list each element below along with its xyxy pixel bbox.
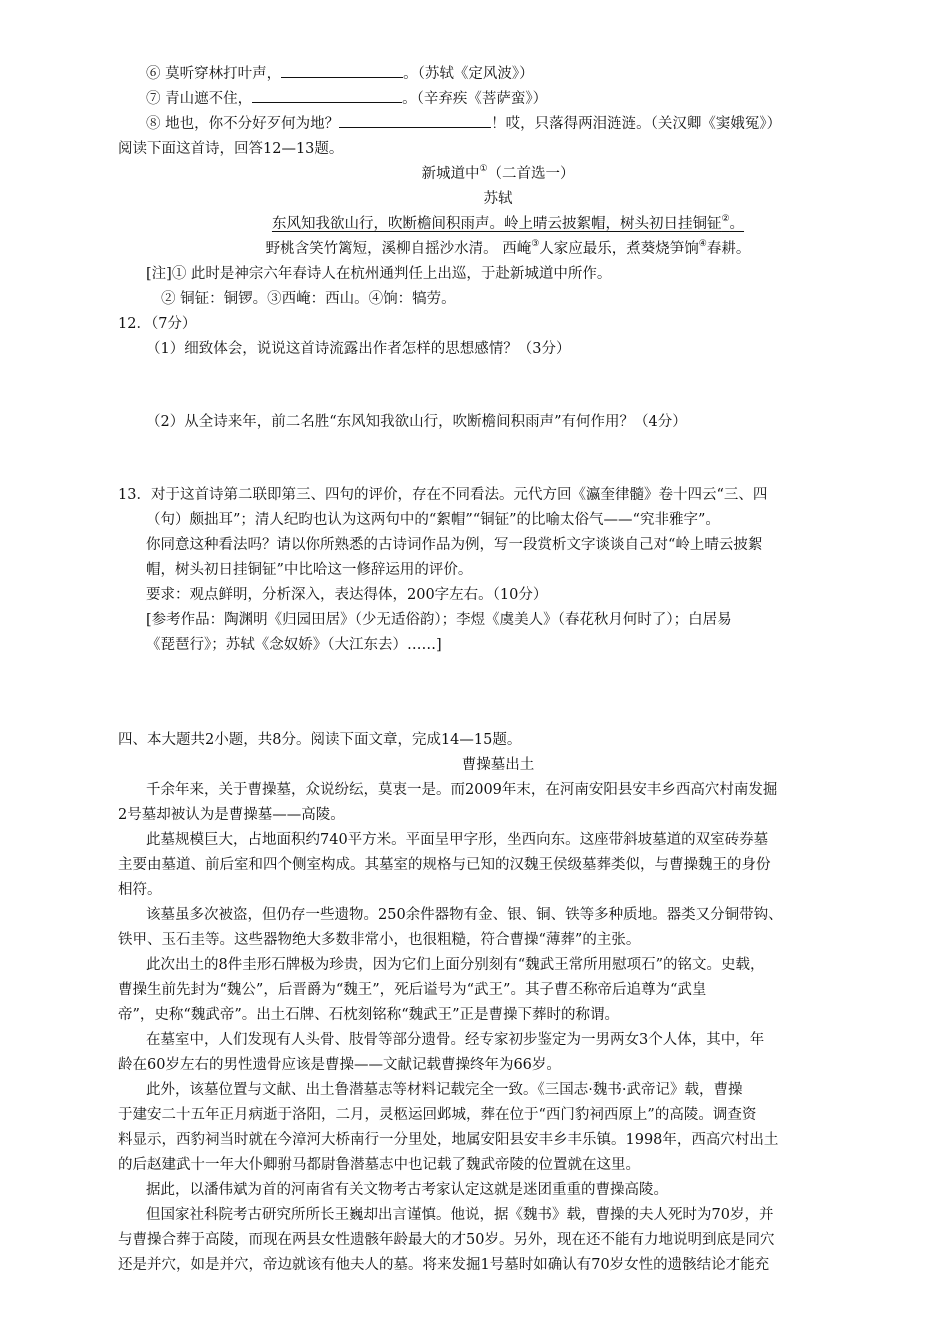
article-paragraph-line: 曹操生前先封为“魏公”，后晋爵为“魏王”，死后谥号为“武王”。其子曹丕称帝后追尊为“武皇 — [118, 982, 707, 998]
article-paragraph-line: 帝”，史称“魏武帝”。出土石牌、石枕刻铭称“魏武王”正是曹操下葬时的称谓。 — [118, 1007, 620, 1023]
fill-blank-8 — [118, 112, 878, 137]
verse-after: ！哎，只落得两泪涟涟。（关汉卿《窦娥冤》） — [491, 116, 782, 132]
footnote-mark: ② — [721, 214, 730, 224]
item-number: ⑦ — [146, 91, 161, 107]
fill-blank-7 — [118, 87, 878, 112]
item-number: ⑧ — [146, 116, 161, 132]
article-paragraph-line: 的后赵建武十一年大仆卿驸马都尉鲁潜墓志中也记载了魏武帝陵的位置就在这里。 — [118, 1157, 640, 1173]
question-12-sub2: （2）从全诗来年，前二名胜“东风知我欲山行，吹断檐间积雨声”有何作用？（4分） — [146, 414, 687, 430]
poem-title: 新城道中①（二首选一） — [421, 164, 575, 182]
verse-before: 地也，你不分好歹何为地？ — [165, 116, 340, 132]
article-paragraph-line: 于建安二十五年正月病逝于洛阳，二月，灵柩运回邺城，葬在位于“西门豹祠西原上”的高陵。调查资 — [118, 1107, 757, 1123]
fill-blank-6 — [118, 62, 878, 87]
article-paragraph-line: 铁甲、玉石圭等。这些器物绝大多数非常小，也很粗糙，符合曹操“薄葬”的主张。 — [118, 932, 641, 948]
article-paragraph-line: 相符。 — [118, 882, 162, 898]
verse-before: 莫听穿林打叶声， — [165, 66, 282, 82]
article-paragraph-line: 2号墓却被认为是曹操墓——高陵。 — [118, 807, 345, 823]
answer-blank[interactable] — [339, 112, 491, 128]
question-12-sub1: （1）细致体会，说说这首诗流露出作者怎样的思想感情？（3分） — [146, 341, 571, 357]
answer-space[interactable] — [118, 658, 878, 728]
article-paragraph-line: 千余年来，关于曹操墓，众说纷纭，莫衷一是。而2009年末，在河南安阳县安丰乡西高穴村南发掘 — [146, 782, 778, 798]
article-title: 曹操墓出土 — [461, 757, 535, 773]
poem-line-2: 野桃含笑竹篱短，溪柳自摇沙水清。 西崦③人家应最乐，煮葵烧笋饷④春耕。 — [265, 239, 751, 257]
article-paragraph-line: 与曹操合葬于高陵，而现在两县女性遗骸年龄最大的才50岁。另外，现在还不能有力地说明到底是同穴 — [118, 1232, 775, 1248]
poem-line-1: 东风知我欲山行，吹断檐间积雨声。岭上晴云披絮帽，树头初日挂铜钲②。 — [271, 214, 745, 232]
article-paragraph-line: 在墓室中，人们发现有人头骨、肢骨等部分遗骨。经专家初步鉴定为一男两女3个人体，其中，年 — [146, 1032, 765, 1048]
poem-intro: 阅读下面这首诗，回答12—13题。 — [118, 141, 344, 157]
footnote-mark: ④ — [698, 239, 707, 249]
answer-space[interactable] — [118, 435, 878, 483]
article-paragraph-line: 主要由墓道、前后室和四个侧室构成。其墓室的规格与已知的汉魏王侯级墓葬类似，与曹操魏王的身份 — [118, 857, 771, 873]
article-paragraph-line: 龄在60岁左右的男性遗骨应该是曹操——文献记载曹操终年为66岁。 — [118, 1057, 561, 1073]
answer-space[interactable] — [118, 362, 878, 410]
article-paragraph-line: 此外，该墓位置与文献、出土鲁潜墓志等材料记载完全一致。《三国志·魏书·武帝记》载，曹操 — [146, 1082, 743, 1098]
item-number: ⑥ — [146, 66, 161, 82]
article-paragraph-line: 还是并穴，如是并穴，帝边就该有他夫人的墓。将来发掘1号墓时如确认有70岁女性的遗骸结论才能充 — [118, 1257, 770, 1273]
article-paragraph-line: 料显示，西豹祠当时就在今漳河大桥南行一分里处，地属安阳县安丰乡丰乐镇。1998年，西高穴村出土 — [118, 1132, 779, 1148]
verse-after: 。（苏轼《定风波》） — [403, 66, 534, 82]
article-paragraph-line: 该墓虽多次被盗，但仍存一些遗物。250余件器物有金、银、铜、铁等多种质地。器类又分铜带钩、 — [146, 907, 783, 923]
article-paragraph-line: 此次出土的8件圭形石牌极为珍贵，因为它们上面分别刻有“魏武王常所用慰项石”的铭文。史载， — [146, 957, 765, 973]
verse-before: 青山遮不住， — [165, 91, 253, 107]
article-paragraph-line: 但国家社科院考古研究所所长王巍却出言谨慎。他说，据《魏书》载，曹操的夫人死时为70岁，并 — [146, 1207, 774, 1223]
footnote-mark: ① — [479, 164, 488, 174]
poem-note-2: ② 铜钲：铜锣。③西崦：西山。④饷：犒劳。 — [161, 291, 456, 307]
exam-page — [118, 62, 878, 1278]
article-body — [118, 778, 878, 1278]
section-4-head: 四、本大题共2小题，共8分。阅读下面文章，完成14—15题。 — [118, 732, 522, 748]
answer-blank[interactable] — [252, 87, 402, 103]
poem-author: 苏轼 — [483, 191, 513, 207]
question-12-head: 12．（7分） — [118, 316, 197, 332]
verse-after: 。（辛弃疾《菩萨蛮》） — [402, 91, 548, 107]
question-13: 13．对于这首诗第二联即第三、四句的评价，存在不同看法。元代方回《瀛奎律髓》卷十四云“三、四 （句）颇拙耳”；清人纪昀也认为这两句中的“絮帽”“铜钲”的比喻太俗气——“究非雅字”。 你同意这种看法吗？请以你所熟悉的古诗词作品为例，写一段赏析文字谈谈自己对“岭上晴云披絮 帽，树头初日挂铜钲”中比哈这一修辞运用的评价。 要求：观点鲜明，分析深入，表达得体，200字左右。（10分） [参考作品：陶渊明《归园田居》（少无适俗韵）；李煜《虞美人》（春花秋月何时了）；白居易 《琵琶行》；苏轼《念奴娇》（大江东去）……] — [118, 487, 768, 653]
article-paragraph-line: 此墓规模巨大，占地面积约740平方米。平面呈甲字形，坐西向东。这座带斜坡墓道的双室砖券墓 — [146, 832, 769, 848]
footnote-mark: ③ — [531, 239, 540, 249]
article-paragraph-line: 据此，以潘伟斌为首的河南省有关文物考古考家认定这就是迷团重重的曹操高陵。 — [146, 1182, 668, 1198]
answer-blank[interactable] — [281, 62, 403, 78]
poem-note-1: [注]① 此时是神宗六年春诗人在杭州通判任上出巡，于赴新城道中所作。 — [146, 266, 612, 282]
